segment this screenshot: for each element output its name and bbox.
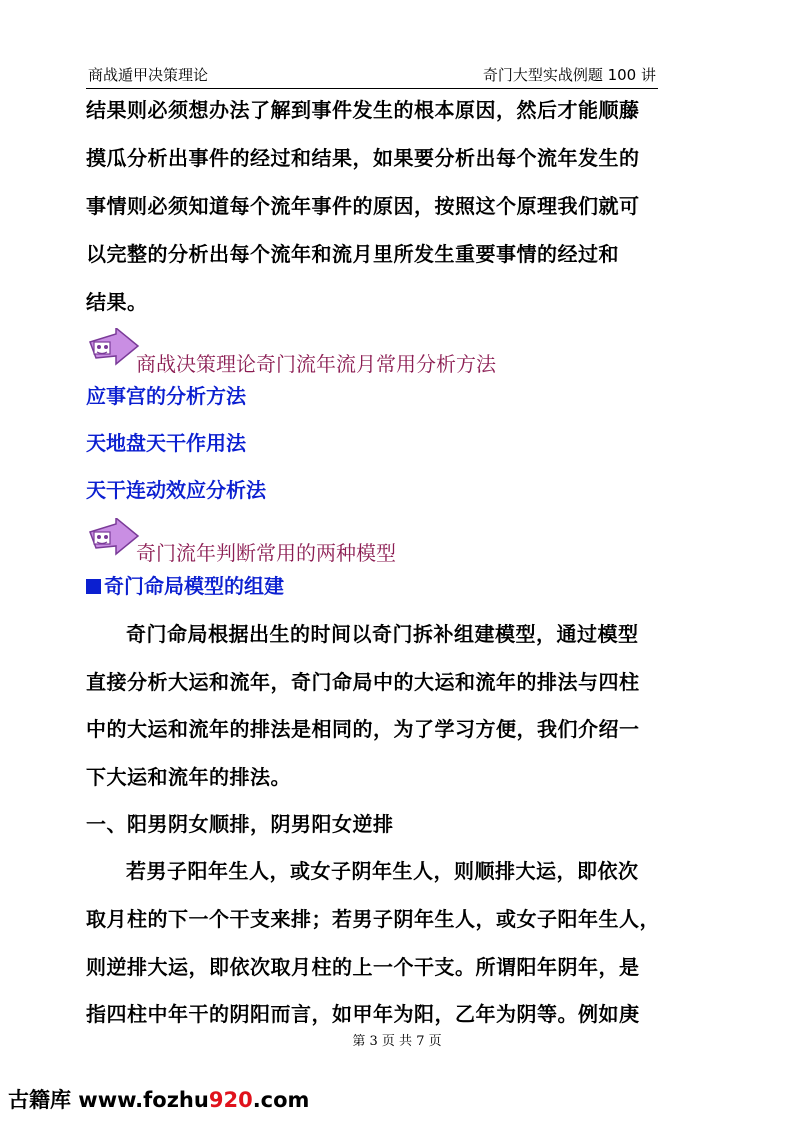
paragraph-line: 奇门命局根据出生的时间以奇门拆补组建模型，通过模型 (126, 622, 639, 646)
rule-heading: 一、阳男阴女顺排，阴男阳女逆排 (86, 812, 394, 836)
mascot-arrow-icon (86, 518, 140, 558)
page-number: 第 3 页 共 7 页 (352, 1034, 442, 1049)
mascot-arrow-icon (86, 328, 140, 368)
intro-line: 摸瓜分析出事件的经过和结果，如果要分析出每个流年发生的 (86, 146, 640, 170)
paragraph-line: 直接分析大运和流年，奇门命局中的大运和流年的排法与四柱 (86, 670, 640, 694)
watermark-prefix: 古籍库 www.fozhu (8, 1088, 209, 1112)
intro-line: 以完整的分析出每个流年和流月里所发生重要事情的经过和 (86, 242, 619, 266)
header-left-title: 商战遁甲决策理论 (88, 66, 209, 84)
paragraph-line: 取月柱的下一个干支来排；若男子阴年生人，或女子阳年生人， (86, 907, 660, 931)
page-header (86, 62, 658, 89)
paragraph-line: 中的大运和流年的排法是相同的，为了学习方便，我们介绍一 (86, 717, 640, 741)
paragraph-line: 若男子阳年生人，或女子阴年生人，则顺排大运，即依次 (126, 859, 639, 883)
subheading-text: 奇门命局模型的组建 (104, 574, 284, 598)
paragraph-line: 下大运和流年的排法。 (86, 765, 291, 789)
watermark-accent: 920 (208, 1088, 253, 1112)
subheading (86, 574, 284, 598)
intro-line: 结果。 (86, 290, 148, 314)
site-watermark (8, 1084, 309, 1114)
watermark-suffix: .com (252, 1088, 310, 1112)
header-right-title: 奇门大型实战例题 100 讲 (482, 66, 656, 84)
square-bullet-icon (86, 579, 101, 594)
method-item: 天干连动效应分析法 (86, 478, 266, 502)
section-title: 奇门流年判断常用的两种模型 (136, 541, 396, 565)
method-item: 天地盘天干作用法 (86, 431, 246, 455)
paragraph-line: 指四柱中年干的阴阳而言，如甲年为阳，乙年为阴等。例如庚 (86, 1002, 640, 1026)
intro-line: 事情则必须知道每个流年事件的原因，按照这个原理我们就可 (86, 194, 640, 218)
section-title: 商战决策理论奇门流年流月常用分析方法 (136, 352, 496, 376)
paragraph-line: 则逆排大运，即依次取月柱的上一个干支。所谓阳年阴年，是 (86, 955, 640, 979)
method-item: 应事宫的分析方法 (86, 384, 246, 408)
intro-line: 结果则必须想办法了解到事件发生的根本原因，然后才能顺藤 (86, 98, 640, 122)
